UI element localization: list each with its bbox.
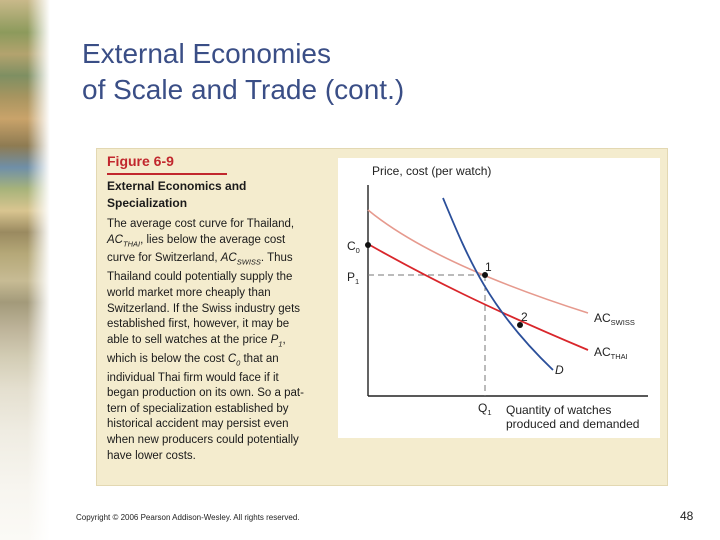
decorative-photo-strip	[0, 0, 50, 540]
caption-line: established first, however, it may be	[107, 318, 290, 331]
caption-line: able to sell watches at the price $P_1$,	[107, 333, 286, 349]
cost-curves-diagram	[338, 158, 660, 438]
caption-line: began production on its own. So a pat-	[107, 387, 304, 400]
caption-line: curve for Switzerland, $AC_{SWISS}$. Thus	[107, 252, 293, 267]
point-1-label: 1	[485, 260, 492, 274]
caption-line: tern of specialization established by	[107, 402, 289, 415]
figure-title	[107, 178, 317, 212]
caption-line: which is below the cost $C_0$ that an	[107, 352, 279, 367]
demand-label: D	[555, 363, 564, 377]
c0-label: $C_0$	[347, 239, 360, 255]
p1-label: $P_1$	[347, 270, 360, 286]
caption-line: Thailand could potentially supply the	[107, 271, 293, 284]
caption-line: The average cost curve for Thailand,	[107, 218, 295, 230]
slide-title-line-1: External Economies	[82, 38, 332, 69]
figure-title-line-1: External Economics and	[107, 179, 247, 193]
caption-line: world market more cheaply than	[107, 286, 271, 299]
diagram-area	[338, 158, 660, 438]
ac-thai-curve	[368, 244, 588, 350]
figure-title-line-2: Specialization	[107, 196, 188, 210]
ac-swiss-label: $AC_{SWISS}$	[594, 311, 635, 327]
caption-line: historical accident may persist even	[107, 418, 289, 431]
point-2-label: 2	[521, 310, 528, 324]
q1-label: $Q_1$	[478, 401, 492, 417]
c0-point	[365, 242, 371, 248]
slide-title	[82, 36, 642, 108]
x-axis-label-line-2: produced and demanded	[506, 417, 640, 431]
caption-line: $AC_{THAI}$, lies below the average cost	[107, 233, 286, 248]
ac-thai-label: $AC_{THAI}$	[594, 345, 628, 361]
caption-line: individual Thai firm would face if it	[107, 371, 279, 384]
figure-caption	[107, 217, 335, 464]
page-number: 48	[680, 509, 694, 523]
caption-line: when new producers could potentially	[107, 433, 299, 446]
figure-rule	[107, 173, 227, 175]
slide-title-line-2: of Scale and Trade (cont.)	[82, 74, 405, 105]
caption-line: have lower costs.	[107, 449, 196, 462]
caption-line: Switzerland. If the Swiss industry gets	[107, 302, 301, 315]
y-axis-label: Price, cost (per watch)	[372, 164, 492, 178]
copyright-text: Copyright © 2006 Pearson Addison-Wesley. All rights reserved.	[76, 513, 300, 522]
demand-curve	[443, 198, 553, 370]
x-axis-label-line-1: Quantity of watches	[506, 403, 612, 417]
figure-number: Figure 6-9	[107, 153, 174, 169]
